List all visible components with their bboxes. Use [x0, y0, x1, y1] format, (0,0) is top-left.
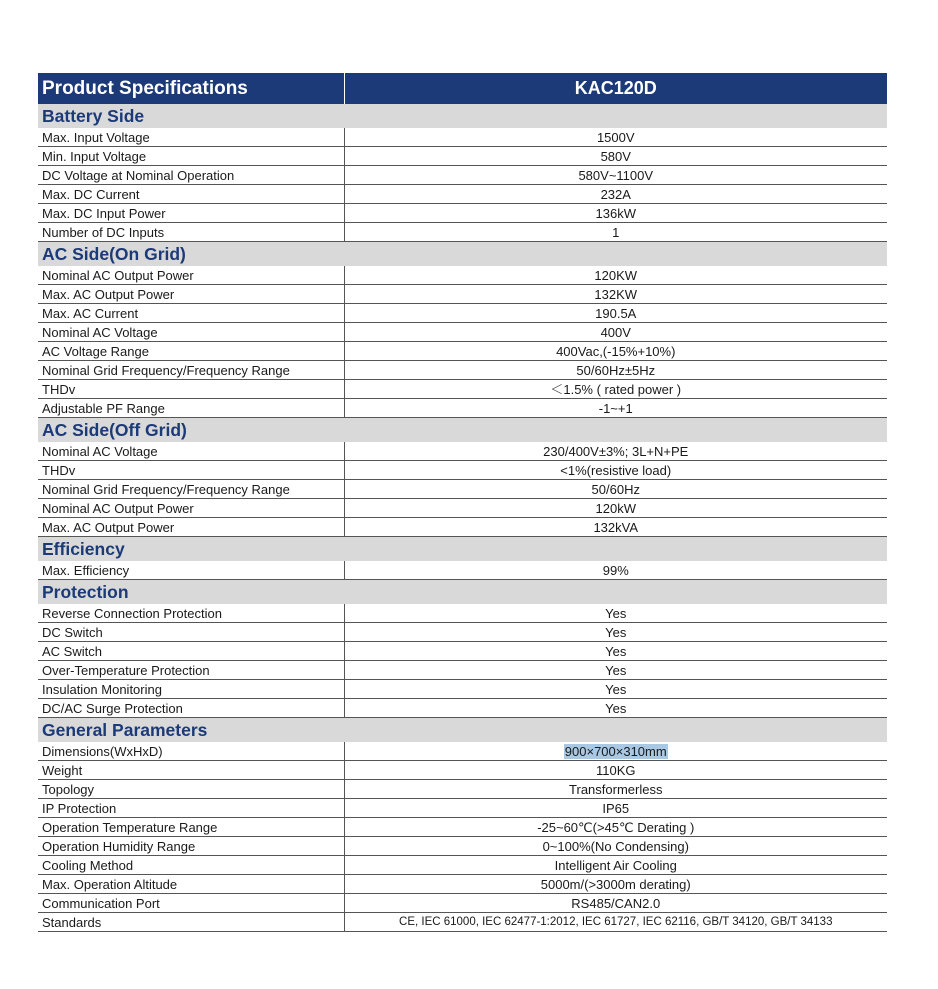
spec-value-cell: 232A	[344, 185, 887, 204]
spec-label: Standards	[38, 913, 344, 932]
spec-label: Communication Port	[38, 894, 344, 913]
spec-label: Max. Input Voltage	[38, 128, 344, 147]
spec-value-selected[interactable]: 900×700×310mm	[564, 743, 667, 759]
spec-label: AC Switch	[38, 642, 344, 661]
spec-label: THDv	[38, 380, 344, 399]
spec-row	[38, 856, 887, 875]
spec-value-cell: 580V~1100V	[344, 166, 887, 185]
spec-value-cell: 120KW	[344, 266, 887, 285]
spec-row	[38, 223, 887, 242]
spec-row	[38, 837, 887, 856]
spec-value-cell: -25~60℃(>45℃ Derating )	[344, 818, 887, 837]
spec-value-cell: Yes	[344, 699, 887, 718]
spec-label: Nominal AC Voltage	[38, 442, 344, 461]
spec-row	[38, 780, 887, 799]
spec-label: Nominal Grid Frequency/Frequency Range	[38, 480, 344, 499]
spec-row	[38, 875, 887, 894]
spec-label: Over-Temperature Protection	[38, 661, 344, 680]
spec-value-cell: RS485/CAN2.0	[344, 894, 887, 913]
spec-row	[38, 323, 887, 342]
spec-row	[38, 399, 887, 418]
spec-label: Nominal Grid Frequency/Frequency Range	[38, 361, 344, 380]
spec-value-cell: 50/60Hz	[344, 480, 887, 499]
spec-label: Max. Efficiency	[38, 561, 344, 580]
spec-row	[38, 799, 887, 818]
spec-row	[38, 661, 887, 680]
spec-label: Max. Operation Altitude	[38, 875, 344, 894]
spec-row	[38, 185, 887, 204]
spec-row	[38, 894, 887, 913]
spec-row	[38, 361, 887, 380]
spec-value-cell: Yes	[344, 604, 887, 623]
spec-label: IP Protection	[38, 799, 344, 818]
spec-value-cell: 400V	[344, 323, 887, 342]
spec-table-body	[38, 73, 887, 932]
spec-label: Topology	[38, 780, 344, 799]
spec-row	[38, 680, 887, 699]
section-title: AC Side(On Grid)	[38, 242, 887, 267]
spec-row	[38, 147, 887, 166]
spec-label: Max. DC Input Power	[38, 204, 344, 223]
spec-value-cell: IP65	[344, 799, 887, 818]
spec-row	[38, 128, 887, 147]
spec-value-cell: Transformerless	[344, 780, 887, 799]
spec-row	[38, 699, 887, 718]
spec-row	[38, 342, 887, 361]
spec-label: Weight	[38, 761, 344, 780]
spec-label: Max. AC Current	[38, 304, 344, 323]
spec-label: DC Voltage at Nominal Operation	[38, 166, 344, 185]
spec-row	[38, 480, 887, 499]
spec-value-cell: 132kVA	[344, 518, 887, 537]
spec-row	[38, 818, 887, 837]
spec-label: Operation Temperature Range	[38, 818, 344, 837]
spec-row	[38, 913, 887, 932]
spec-value-cell: 580V	[344, 147, 887, 166]
section-title: Efficiency	[38, 537, 887, 562]
spec-label: Dimensions(WxHxD)	[38, 742, 344, 761]
spec-value-cell: 0~100%(No Condensing)	[344, 837, 887, 856]
spec-label: Number of DC Inputs	[38, 223, 344, 242]
spec-label: Cooling Method	[38, 856, 344, 875]
spec-label: Insulation Monitoring	[38, 680, 344, 699]
section-title: Battery Side	[38, 104, 887, 128]
spec-value-cell: 400Vac,(-15%+10%)	[344, 342, 887, 361]
spec-label: THDv	[38, 461, 344, 480]
spec-value-cell: 5000m/(>3000m derating)	[344, 875, 887, 894]
spec-row	[38, 461, 887, 480]
section-title: Protection	[38, 580, 887, 605]
spec-value-cell: Yes	[344, 661, 887, 680]
spec-value-cell: 136kW	[344, 204, 887, 223]
spec-row	[38, 518, 887, 537]
header-model: KAC120D	[344, 73, 887, 104]
spec-value-cell: CE, IEC 61000, IEC 62477-1:2012, IEC 61727, IEC 62116, GB/T 34120, GB/T 34133	[344, 913, 887, 932]
spec-row	[38, 204, 887, 223]
spec-value-cell: 1500V	[344, 128, 887, 147]
spec-row	[38, 742, 887, 761]
spec-row	[38, 623, 887, 642]
section-header-general-parameters	[38, 718, 887, 743]
spec-value-cell: 230/400V±3%; 3L+N+PE	[344, 442, 887, 461]
section-header-ac-side-off-grid	[38, 418, 887, 443]
spec-label: Nominal AC Voltage	[38, 323, 344, 342]
spec-value-cell: Yes	[344, 680, 887, 699]
spec-label: AC Voltage Range	[38, 342, 344, 361]
spec-row	[38, 304, 887, 323]
spec-row	[38, 166, 887, 185]
spec-label: Max. DC Current	[38, 185, 344, 204]
spec-label: Adjustable PF Range	[38, 399, 344, 418]
spec-value-cell: ＜1.5% ( rated power )	[344, 380, 887, 399]
spec-value-cell	[344, 742, 887, 761]
section-header-battery-side	[38, 104, 887, 128]
header-title: Product Specifications	[38, 73, 344, 104]
spec-label: Operation Humidity Range	[38, 837, 344, 856]
spec-value-cell: 190.5A	[344, 304, 887, 323]
spec-row	[38, 642, 887, 661]
spec-row	[38, 561, 887, 580]
spec-value-cell: -1~+1	[344, 399, 887, 418]
spec-label: DC/AC Surge Protection	[38, 699, 344, 718]
spec-label: Max. AC Output Power	[38, 518, 344, 537]
section-title: General Parameters	[38, 718, 887, 743]
header-row	[38, 73, 887, 104]
spec-label: Nominal AC Output Power	[38, 499, 344, 518]
spec-value-cell: 50/60Hz±5Hz	[344, 361, 887, 380]
section-header-ac-side-on-grid	[38, 242, 887, 267]
spec-row	[38, 266, 887, 285]
spec-value-cell: 99%	[344, 561, 887, 580]
spec-row	[38, 761, 887, 780]
spec-value-cell: Yes	[344, 623, 887, 642]
spec-row	[38, 380, 887, 399]
spec-table	[38, 73, 887, 932]
spec-value-cell: Intelligent Air Cooling	[344, 856, 887, 875]
spec-label: Min. Input Voltage	[38, 147, 344, 166]
spec-row	[38, 604, 887, 623]
spec-label: Reverse Connection Protection	[38, 604, 344, 623]
spec-label: Max. AC Output Power	[38, 285, 344, 304]
section-header-efficiency	[38, 537, 887, 562]
spec-label: DC Switch	[38, 623, 344, 642]
spec-row	[38, 285, 887, 304]
spec-value-cell: Yes	[344, 642, 887, 661]
spec-value-cell: 1	[344, 223, 887, 242]
spec-value-cell: 132KW	[344, 285, 887, 304]
section-title: AC Side(Off Grid)	[38, 418, 887, 443]
spec-row	[38, 499, 887, 518]
spec-value-cell: 120kW	[344, 499, 887, 518]
spec-value-cell: 110KG	[344, 761, 887, 780]
spec-value-cell: <1%(resistive load)	[344, 461, 887, 480]
spec-row	[38, 442, 887, 461]
spec-label: Nominal AC Output Power	[38, 266, 344, 285]
section-header-protection	[38, 580, 887, 605]
